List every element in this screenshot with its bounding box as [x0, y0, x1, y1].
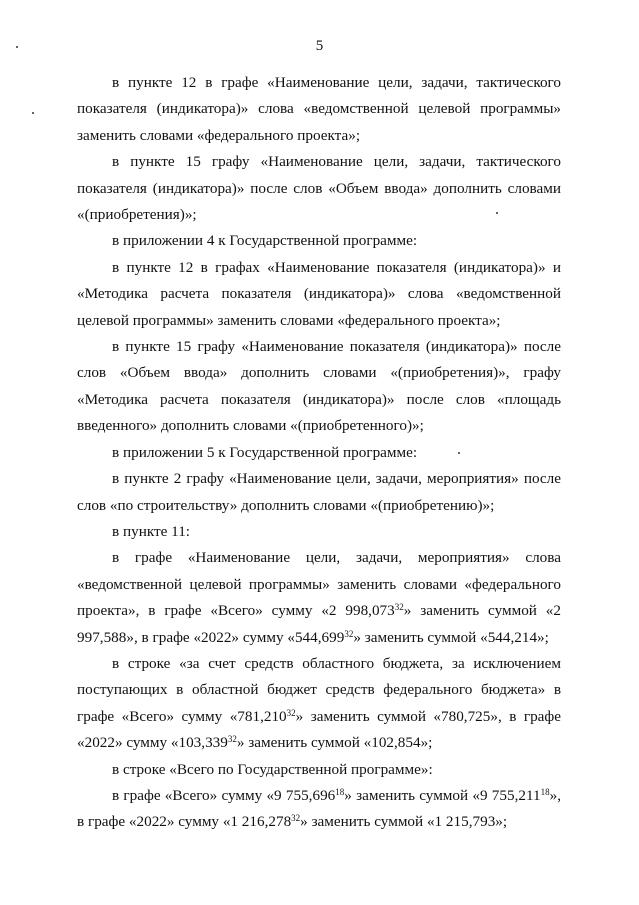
- paragraph: [77, 70, 561, 149]
- text-run: в пункте 12 в графах «Наименование показателя (индикатора)» и «Методика расчета показателя (индикатора)» слова «ведомственной целевой программы» заменить словами «федерального проекта»;: [77, 258, 561, 329]
- text-run: » заменить суммой «2 997,588», в графе «2022» сумму «544,699: [77, 602, 561, 646]
- document-body: [77, 70, 561, 836]
- text-run: » заменить суммой «102,854»;: [236, 734, 433, 752]
- paragraph: [77, 334, 561, 440]
- paragraph: [77, 255, 561, 334]
- paragraph: [77, 783, 561, 836]
- text-run: в строке «Всего по Государственной программе»:: [112, 760, 433, 778]
- text-run: в графе «Наименование цели, задачи, мероприятия» слова «ведомственной целевой программы» заменить словами «федерального проекта», в графе «Всего» сумму «2 998,073: [77, 549, 561, 620]
- text-run: в пункте 15 графу «Наименование цели, задачи, тактического показателя (индикатора)» после слов «Объем ввода» дополнить словами «(приобретения)»;: [77, 153, 561, 224]
- footnote-superscript: 32: [344, 628, 354, 639]
- text-run: » заменить суммой «780,725», в графе «2022» сумму «103,339: [77, 707, 561, 752]
- page-number: 5: [315, 38, 324, 54]
- scan-speck: [496, 212, 498, 214]
- footnote-superscript: 32: [227, 734, 237, 745]
- text-run: в приложении 5 к Государственной программе:: [112, 443, 418, 461]
- paragraph: [77, 757, 561, 783]
- text-run: » заменить суммой «9 755,211: [344, 786, 541, 804]
- paragraph: [77, 519, 561, 545]
- paragraph: [77, 149, 561, 228]
- paragraph: [77, 651, 561, 757]
- scan-speck: [16, 46, 18, 48]
- paragraph: [77, 545, 561, 651]
- text-run: в строке «за счет средств областного бюджета, за исключением поступающих в областной бюджет средств федерального бюджета» в графе «Всего» сумму «781,210: [77, 654, 561, 725]
- scan-speck: [32, 112, 34, 114]
- text-run: в пункте 15 графу «Наименование показателя (индикатора)» после слов «Объем ввода» дополнить словами «(приобретения)», графу «Методика расчета показателя (индикатора)» после слов «площадь введенного» дополнить словами «(приобретенного)»;: [77, 338, 561, 435]
- footnote-superscript: 32: [291, 813, 301, 824]
- footnote-superscript: 32: [286, 707, 296, 718]
- paragraph: [77, 228, 561, 254]
- text-run: в пункте 2 графу «Наименование цели, задачи, мероприятия» после слов «по строительству» дополнить словами «(приобретению)»;: [77, 470, 561, 514]
- scan-speck: [458, 452, 460, 454]
- paragraph: [77, 466, 561, 519]
- text-run: » заменить суммой «544,214»;: [353, 628, 549, 646]
- text-run: » заменить суммой «1 215,793»;: [300, 813, 508, 831]
- text-run: в графе «Всего» сумму «9 755,696: [112, 786, 336, 804]
- footnote-superscript: 18: [540, 786, 550, 797]
- text-run: в пункте 11:: [112, 522, 191, 540]
- text-run: в пункте 12 в графе «Наименование цели, задачи, тактического показателя (индикатора)» слова «ведомственной целевой программы» заменить словами «федерального проекта»;: [77, 74, 561, 144]
- footnote-superscript: 32: [394, 602, 404, 613]
- footnote-superscript: 18: [335, 786, 345, 797]
- paragraph: [77, 440, 561, 466]
- text-run: в приложении 4 к Государственной программе:: [112, 232, 418, 250]
- text-run: », в графе «2022» сумму «1 216,278: [77, 786, 561, 831]
